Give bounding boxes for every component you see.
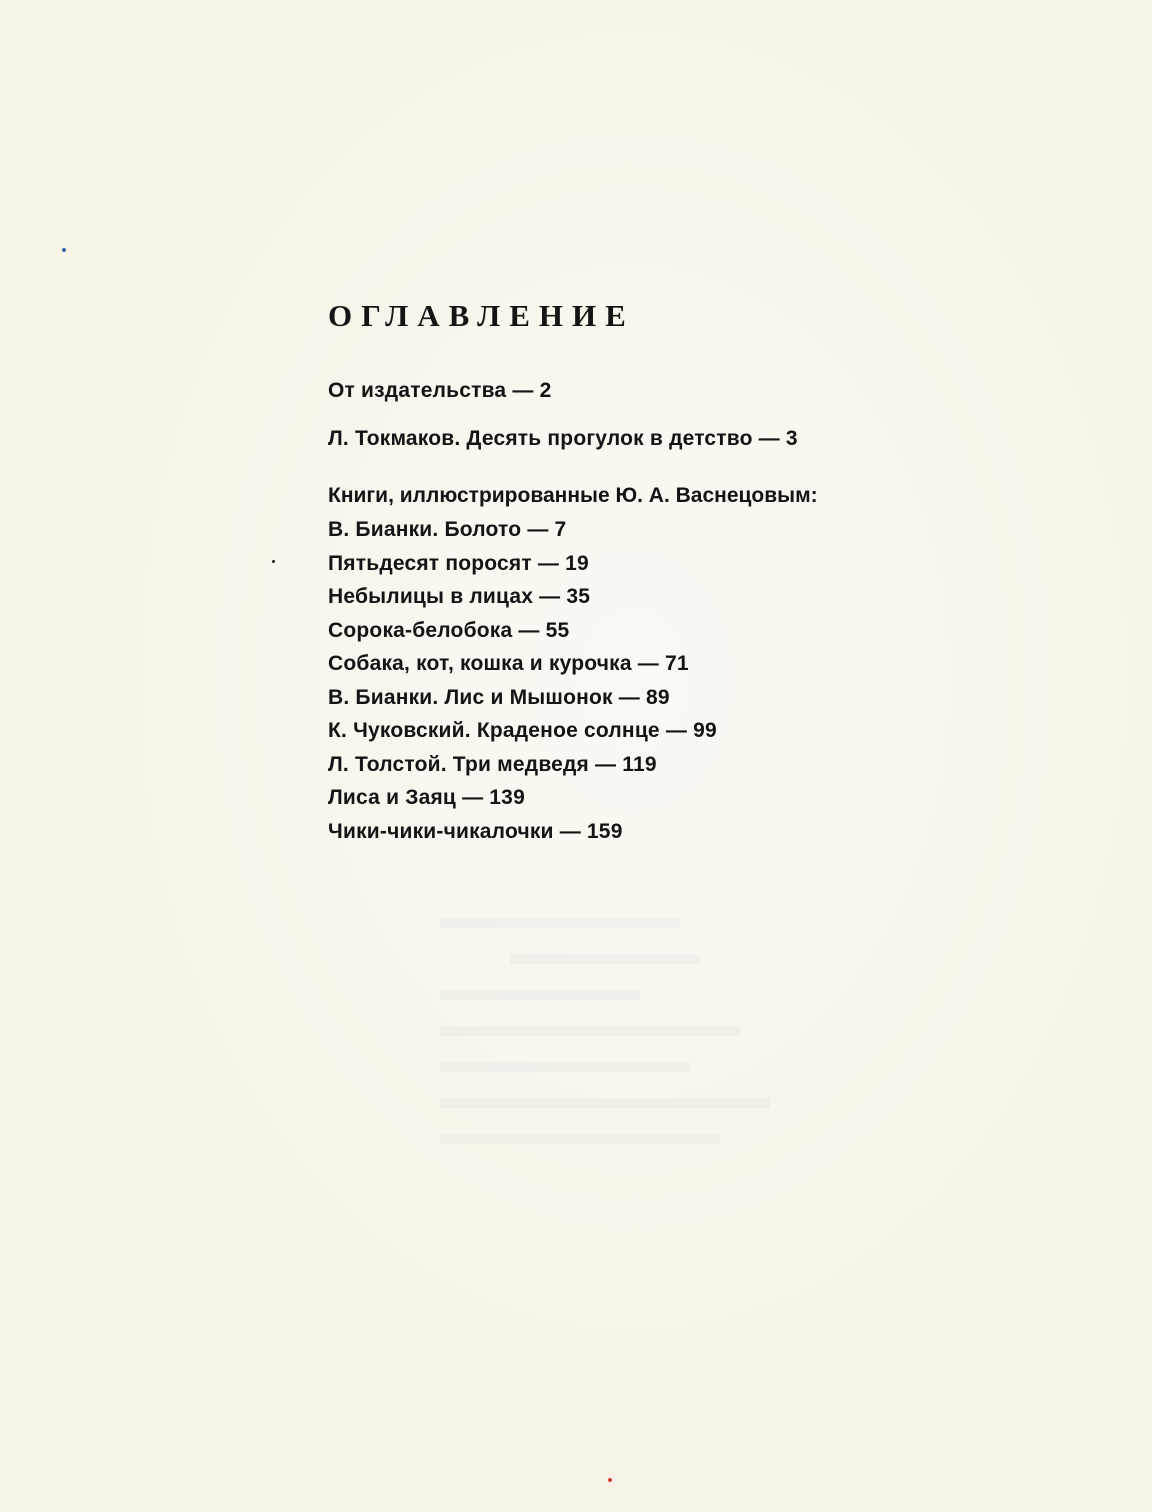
ghost-line: [440, 918, 680, 928]
ghost-line: [510, 954, 700, 964]
ink-speck: [62, 248, 66, 252]
toc-entry-publisher-note: От издательства — 2: [328, 379, 552, 402]
ghost-line: [440, 1098, 770, 1108]
table-of-contents: [328, 296, 1088, 852]
reverse-side-show-through: [440, 918, 820, 1170]
toc-title: ОГЛАВЛЕНИЕ: [328, 298, 635, 333]
toc-entry: Пятьдесят поросят — 19: [328, 551, 589, 575]
toc-entry: Небылицы в лицах — 35: [328, 585, 591, 608]
toc-entry-essay: Л. Токмаков. Десять прогулок в детство — 3: [328, 427, 798, 450]
ghost-line: [440, 1026, 740, 1036]
ghost-line: [440, 1062, 690, 1072]
toc-entry: Сорока-белобока — 55: [328, 618, 570, 642]
ghost-line: [440, 1134, 720, 1144]
ghost-line: [440, 990, 640, 1000]
ink-speck: [608, 1478, 612, 1482]
toc-entry: Л. Толстой. Три медведя — 119: [328, 752, 657, 776]
ink-speck: [272, 560, 275, 563]
toc-entry: К. Чуковский. Краденое солнце — 99: [328, 719, 717, 742]
toc-entry: Собака, кот, кошка и курочка — 71: [328, 652, 689, 675]
toc-entry: В. Бианки. Болото — 7: [328, 518, 567, 541]
toc-section-heading: Книги, иллюстрированные Ю. А. Васнецовым:: [328, 484, 818, 507]
toc-entry: Лиса и Заяц — 139: [328, 786, 525, 809]
toc-book-list: [328, 517, 1088, 845]
toc-entry: Чики-чики-чикалочки — 159: [328, 819, 623, 843]
toc-entry: В. Бианки. Лис и Мышонок — 89: [328, 685, 670, 709]
